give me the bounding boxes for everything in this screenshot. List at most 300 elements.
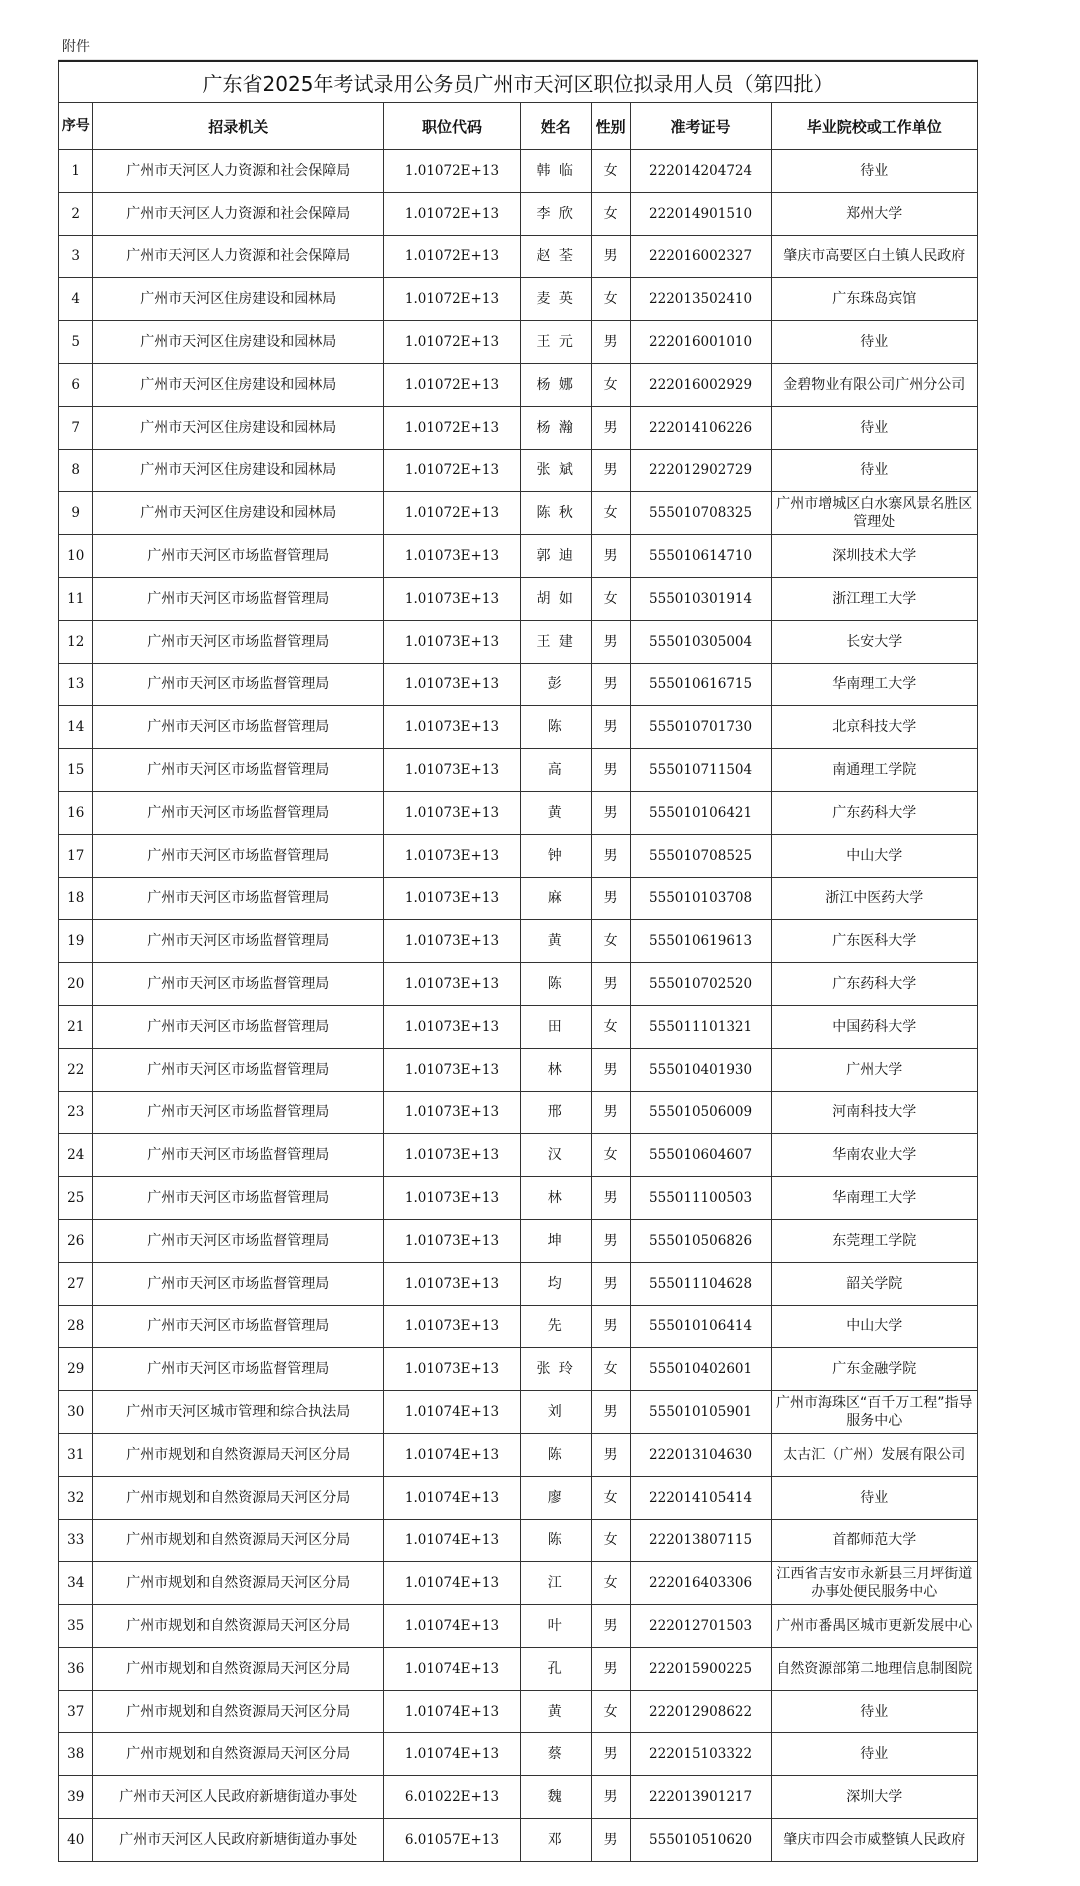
cell-index: 12 [59,620,93,663]
table-row [59,663,978,706]
cell-name: 麦 英 [520,278,591,321]
cell-gender: 男 [591,406,630,449]
cell-school: 华南农业大学 [771,1134,977,1177]
table-row [59,1776,978,1819]
header-exam-no: 准考证号 [630,103,771,150]
cell-agency: 广州市天河区人民政府新塘街道办事处 [93,1776,384,1819]
cell-school: 肇庆市四会市威整镇人民政府 [771,1819,977,1862]
cell-name: 陈 [520,706,591,749]
cell-name: 王 元 [520,321,591,364]
cell-name: 陈 [520,1519,591,1562]
cell-position-code: 1.01074E+13 [384,1476,521,1519]
table-row [59,1733,978,1776]
cell-school: 待业 [771,1733,977,1776]
cell-index: 25 [59,1177,93,1220]
cell-exam-no: 222013104630 [630,1433,771,1476]
cell-agency: 广州市天河区市场监督管理局 [93,577,384,620]
cell-gender: 男 [591,834,630,877]
cell-school: 广东药科大学 [771,791,977,834]
cell-name: 李 欣 [520,192,591,235]
cell-school: 河南科技大学 [771,1091,977,1134]
cell-school: 待业 [771,1476,977,1519]
cell-school: 华南理工大学 [771,1177,977,1220]
cell-exam-no: 555010708325 [630,492,771,535]
table-body [59,150,978,1862]
cell-gender: 男 [591,1048,630,1091]
spreadsheet [58,33,978,1862]
cell-gender: 男 [591,663,630,706]
cell-name: 黄 [520,1690,591,1733]
cell-exam-no: 222016002929 [630,363,771,406]
cell-name: 黄 [520,791,591,834]
cell-name: 刘 [520,1391,591,1434]
cell-school: 广州大学 [771,1048,977,1091]
cell-position-code: 1.01073E+13 [384,877,521,920]
cell-agency: 广州市天河区市场监督管理局 [93,791,384,834]
attachment-label: 附件 [62,39,90,55]
cell-name: 赵 荃 [520,235,591,278]
cell-position-code: 1.01072E+13 [384,449,521,492]
cell-gender: 女 [591,363,630,406]
table-row [59,492,978,535]
cell-gender: 女 [591,192,630,235]
cell-index: 9 [59,492,93,535]
cell-name: 蔡 [520,1733,591,1776]
cell-school: 北京科技大学 [771,706,977,749]
attachment-row [58,33,978,60]
cell-gender: 男 [591,1305,630,1348]
cell-agency: 广州市天河区住房建设和园林局 [93,406,384,449]
cell-exam-no: 555010616715 [630,663,771,706]
cell-name: 钟 [520,834,591,877]
table-row [59,1219,978,1262]
cell-school: 华南理工大学 [771,663,977,706]
table-row [59,406,978,449]
cell-exam-no: 222015103322 [630,1733,771,1776]
cell-index: 6 [59,363,93,406]
cell-exam-no: 555011104628 [630,1262,771,1305]
cell-gender: 男 [591,449,630,492]
cell-index: 18 [59,877,93,920]
cell-exam-no: 222013901217 [630,1776,771,1819]
table-row [59,1091,978,1134]
cell-agency: 广州市天河区住房建设和园林局 [93,492,384,535]
table-row [59,1476,978,1519]
cell-school: 太古汇（广州）发展有限公司 [771,1433,977,1476]
table-row [59,1819,978,1862]
cell-exam-no: 222014105414 [630,1476,771,1519]
cell-name: 黄 [520,920,591,963]
cell-agency: 广州市天河区市场监督管理局 [93,749,384,792]
cell-index: 38 [59,1733,93,1776]
cell-index: 1 [59,150,93,193]
cell-name: 郭 迪 [520,535,591,578]
cell-position-code: 1.01073E+13 [384,577,521,620]
cell-position-code: 1.01073E+13 [384,663,521,706]
cell-position-code: 1.01073E+13 [384,1262,521,1305]
cell-name: 张 斌 [520,449,591,492]
table-row [59,449,978,492]
cell-gender: 男 [591,791,630,834]
table-row [59,1177,978,1220]
cell-gender: 女 [591,1562,630,1605]
cell-index: 22 [59,1048,93,1091]
cell-exam-no: 222016403306 [630,1562,771,1605]
cell-gender: 女 [591,278,630,321]
cell-school: 中山大学 [771,834,977,877]
cell-agency: 广州市规划和自然资源局天河区分局 [93,1519,384,1562]
table-row [59,791,978,834]
cell-gender: 女 [591,1690,630,1733]
cell-agency: 广州市天河区市场监督管理局 [93,1177,384,1220]
cell-exam-no: 555011100503 [630,1177,771,1220]
cell-exam-no: 555010510620 [630,1819,771,1862]
cell-gender: 女 [591,492,630,535]
table-row [59,877,978,920]
table-row [59,1048,978,1091]
cell-agency: 广州市天河区住房建设和园林局 [93,278,384,321]
cell-position-code: 1.01073E+13 [384,1305,521,1348]
cell-school: 郑州大学 [771,192,977,235]
table-row [59,1519,978,1562]
cell-name: 张 玲 [520,1348,591,1391]
cell-index: 30 [59,1391,93,1434]
cell-position-code: 1.01072E+13 [384,406,521,449]
cell-school: 待业 [771,1690,977,1733]
cell-school: 广州市海珠区“百千万工程”指导服务中心 [771,1391,977,1434]
table-title: 广东省2025年考试录用公务员广州市天河区职位拟录用人员（第四批） [59,61,978,103]
cell-index: 27 [59,1262,93,1305]
cell-index: 40 [59,1819,93,1862]
cell-position-code: 1.01073E+13 [384,1177,521,1220]
cell-index: 13 [59,663,93,706]
cell-school: 广东金融学院 [771,1348,977,1391]
cell-agency: 广州市天河区市场监督管理局 [93,1091,384,1134]
cell-name: 陈 [520,1433,591,1476]
cell-school: 肇庆市高要区白土镇人民政府 [771,235,977,278]
cell-position-code: 1.01073E+13 [384,620,521,663]
cell-gender: 男 [591,321,630,364]
cell-agency: 广州市天河区市场监督管理局 [93,620,384,663]
header-index: 序号 [59,103,93,150]
cell-gender: 男 [591,235,630,278]
cell-position-code: 1.01073E+13 [384,791,521,834]
table-row [59,1562,978,1605]
cell-exam-no: 555010701730 [630,706,771,749]
cell-school: 广州市增城区白水寨风景名胜区管理处 [771,492,977,535]
cell-exam-no: 222016002327 [630,235,771,278]
cell-position-code: 1.01073E+13 [384,1348,521,1391]
cell-agency: 广州市天河区市场监督管理局 [93,1219,384,1262]
cell-agency: 广州市天河区住房建设和园林局 [93,321,384,364]
cell-school: 南通理工学院 [771,749,977,792]
cell-position-code: 1.01074E+13 [384,1433,521,1476]
cell-name: 胡 如 [520,577,591,620]
cell-index: 15 [59,749,93,792]
table-row [59,834,978,877]
cell-index: 35 [59,1605,93,1648]
cell-name: 江 [520,1562,591,1605]
cell-gender: 女 [591,1348,630,1391]
cell-gender: 女 [591,1476,630,1519]
cell-position-code: 1.01073E+13 [384,749,521,792]
cell-school: 中山大学 [771,1305,977,1348]
cell-exam-no: 555010103708 [630,877,771,920]
table-row [59,1391,978,1434]
cell-name: 邢 [520,1091,591,1134]
table-row [59,1134,978,1177]
cell-index: 3 [59,235,93,278]
cell-exam-no: 222012908622 [630,1690,771,1733]
cell-agency: 广州市天河区市场监督管理局 [93,1048,384,1091]
cell-name: 高 [520,749,591,792]
cell-gender: 女 [591,577,630,620]
cell-gender: 男 [591,706,630,749]
cell-position-code: 1.01073E+13 [384,963,521,1006]
cell-agency: 广州市天河区住房建设和园林局 [93,449,384,492]
cell-index: 4 [59,278,93,321]
table-row [59,1647,978,1690]
cell-agency: 广州市天河区市场监督管理局 [93,1134,384,1177]
table-row [59,150,978,193]
cell-school: 金碧物业有限公司广州分公司 [771,363,977,406]
cell-position-code: 1.01073E+13 [384,1005,521,1048]
cell-exam-no: 555010106421 [630,791,771,834]
candidates-table [58,60,978,1862]
cell-exam-no: 555010711504 [630,749,771,792]
table-row [59,1262,978,1305]
cell-agency: 广州市天河区人民政府新塘街道办事处 [93,1819,384,1862]
cell-position-code: 1.01074E+13 [384,1690,521,1733]
cell-exam-no: 555011101321 [630,1005,771,1048]
cell-index: 21 [59,1005,93,1048]
cell-gender: 男 [591,1177,630,1220]
cell-school: 待业 [771,321,977,364]
cell-agency: 广州市天河区人力资源和社会保障局 [93,235,384,278]
cell-position-code: 1.01072E+13 [384,321,521,364]
cell-name: 杨 瀚 [520,406,591,449]
cell-index: 14 [59,706,93,749]
cell-school: 韶关学院 [771,1262,977,1305]
cell-exam-no: 555010702520 [630,963,771,1006]
table-row [59,706,978,749]
cell-gender: 男 [591,1262,630,1305]
cell-school: 中国药科大学 [771,1005,977,1048]
cell-exam-no: 222015900225 [630,1647,771,1690]
cell-agency: 广州市天河区城市管理和综合执法局 [93,1391,384,1434]
cell-index: 23 [59,1091,93,1134]
cell-index: 16 [59,791,93,834]
cell-agency: 广州市天河区市场监督管理局 [93,1305,384,1348]
cell-exam-no: 555010506009 [630,1091,771,1134]
cell-position-code: 1.01074E+13 [384,1647,521,1690]
cell-exam-no: 555010506826 [630,1219,771,1262]
table-row [59,1433,978,1476]
table-row [59,920,978,963]
cell-gender: 男 [591,535,630,578]
header-agency: 招录机关 [93,103,384,150]
cell-school: 待业 [771,449,977,492]
cell-school: 待业 [771,406,977,449]
cell-school: 首都师范大学 [771,1519,977,1562]
cell-position-code: 6.01022E+13 [384,1776,521,1819]
cell-exam-no: 555010401930 [630,1048,771,1091]
table-row [59,620,978,663]
cell-agency: 广州市天河区市场监督管理局 [93,920,384,963]
cell-agency: 广州市规划和自然资源局天河区分局 [93,1562,384,1605]
cell-exam-no: 222012902729 [630,449,771,492]
cell-gender: 女 [591,1519,630,1562]
table-row [59,278,978,321]
cell-agency: 广州市天河区市场监督管理局 [93,877,384,920]
cell-position-code: 1.01073E+13 [384,1219,521,1262]
cell-index: 28 [59,1305,93,1348]
cell-index: 39 [59,1776,93,1819]
cell-agency: 广州市天河区市场监督管理局 [93,834,384,877]
cell-name: 魏 [520,1776,591,1819]
cell-gender: 女 [591,1134,630,1177]
cell-gender: 男 [591,1219,630,1262]
cell-exam-no: 555010305004 [630,620,771,663]
table-row [59,1348,978,1391]
table-row [59,535,978,578]
cell-name: 陈 [520,963,591,1006]
cell-gender: 男 [591,1433,630,1476]
cell-index: 34 [59,1562,93,1605]
cell-exam-no: 555010604607 [630,1134,771,1177]
cell-position-code: 1.01072E+13 [384,192,521,235]
cell-school: 待业 [771,150,977,193]
cell-school: 广东药科大学 [771,963,977,1006]
cell-school: 深圳技术大学 [771,535,977,578]
cell-gender: 女 [591,1005,630,1048]
cell-agency: 广州市天河区市场监督管理局 [93,1005,384,1048]
table-row [59,321,978,364]
cell-agency: 广州市规划和自然资源局天河区分局 [93,1433,384,1476]
table-row [59,192,978,235]
cell-gender: 男 [591,1776,630,1819]
cell-exam-no: 222012701503 [630,1605,771,1648]
cell-gender: 男 [591,1733,630,1776]
cell-school: 长安大学 [771,620,977,663]
cell-agency: 广州市天河区市场监督管理局 [93,1348,384,1391]
cell-position-code: 1.01072E+13 [384,150,521,193]
cell-position-code: 1.01073E+13 [384,1134,521,1177]
cell-position-code: 1.01073E+13 [384,706,521,749]
cell-name: 陈 秋 [520,492,591,535]
cell-exam-no: 222014204724 [630,150,771,193]
cell-index: 11 [59,577,93,620]
cell-index: 20 [59,963,93,1006]
table-row [59,235,978,278]
cell-name: 王 建 [520,620,591,663]
cell-school: 广州市番禺区城市更新发展中心 [771,1605,977,1648]
cell-position-code: 1.01073E+13 [384,1091,521,1134]
cell-name: 邓 [520,1819,591,1862]
cell-name: 孔 [520,1647,591,1690]
cell-name: 韩 临 [520,150,591,193]
cell-gender: 男 [591,1819,630,1862]
cell-index: 8 [59,449,93,492]
cell-position-code: 1.01074E+13 [384,1605,521,1648]
cell-exam-no: 222016001010 [630,321,771,364]
cell-position-code: 1.01074E+13 [384,1391,521,1434]
cell-index: 10 [59,535,93,578]
cell-position-code: 1.01072E+13 [384,363,521,406]
header-name: 姓名 [520,103,591,150]
cell-gender: 男 [591,877,630,920]
cell-exam-no: 555010301914 [630,577,771,620]
cell-index: 32 [59,1476,93,1519]
cell-agency: 广州市规划和自然资源局天河区分局 [93,1476,384,1519]
cell-index: 33 [59,1519,93,1562]
cell-agency: 广州市规划和自然资源局天河区分局 [93,1605,384,1648]
cell-position-code: 1.01072E+13 [384,278,521,321]
cell-name: 麻 [520,877,591,920]
cell-position-code: 1.01074E+13 [384,1562,521,1605]
cell-agency: 广州市天河区人力资源和社会保障局 [93,150,384,193]
cell-index: 7 [59,406,93,449]
cell-index: 24 [59,1134,93,1177]
cell-exam-no: 555010708525 [630,834,771,877]
cell-index: 31 [59,1433,93,1476]
cell-gender: 女 [591,150,630,193]
cell-position-code: 1.01073E+13 [384,1048,521,1091]
table-row [59,749,978,792]
cell-name: 均 [520,1262,591,1305]
header-position-code: 职位代码 [384,103,521,150]
cell-agency: 广州市天河区市场监督管理局 [93,535,384,578]
cell-agency: 广州市天河区住房建设和园林局 [93,363,384,406]
cell-name: 彭 [520,663,591,706]
header-gender: 性别 [591,103,630,150]
cell-index: 26 [59,1219,93,1262]
cell-agency: 广州市天河区市场监督管理局 [93,663,384,706]
cell-index: 36 [59,1647,93,1690]
cell-gender: 男 [591,1391,630,1434]
cell-exam-no: 222013807115 [630,1519,771,1562]
cell-gender: 男 [591,1091,630,1134]
cell-agency: 广州市天河区市场监督管理局 [93,706,384,749]
cell-agency: 广州市规划和自然资源局天河区分局 [93,1647,384,1690]
cell-exam-no: 555010402601 [630,1348,771,1391]
cell-agency: 广州市规划和自然资源局天河区分局 [93,1690,384,1733]
cell-gender: 男 [591,620,630,663]
cell-index: 17 [59,834,93,877]
cell-name: 汉 [520,1134,591,1177]
cell-school: 深圳大学 [771,1776,977,1819]
cell-name: 杨 娜 [520,363,591,406]
cell-exam-no: 555010619613 [630,920,771,963]
cell-exam-no: 222014901510 [630,192,771,235]
cell-position-code: 1.01073E+13 [384,834,521,877]
cell-exam-no: 555010106414 [630,1305,771,1348]
cell-name: 先 [520,1305,591,1348]
cell-position-code: 1.01074E+13 [384,1733,521,1776]
cell-exam-no: 222013502410 [630,278,771,321]
cell-agency: 广州市天河区市场监督管理局 [93,1262,384,1305]
table-row [59,1305,978,1348]
cell-name: 廖 [520,1476,591,1519]
cell-position-code: 1.01073E+13 [384,920,521,963]
cell-agency: 广州市天河区市场监督管理局 [93,963,384,1006]
header-school: 毕业院校或工作单位 [771,103,977,150]
cell-position-code: 1.01072E+13 [384,492,521,535]
cell-position-code: 1.01074E+13 [384,1519,521,1562]
cell-name: 林 [520,1048,591,1091]
cell-index: 5 [59,321,93,364]
table-row [59,577,978,620]
